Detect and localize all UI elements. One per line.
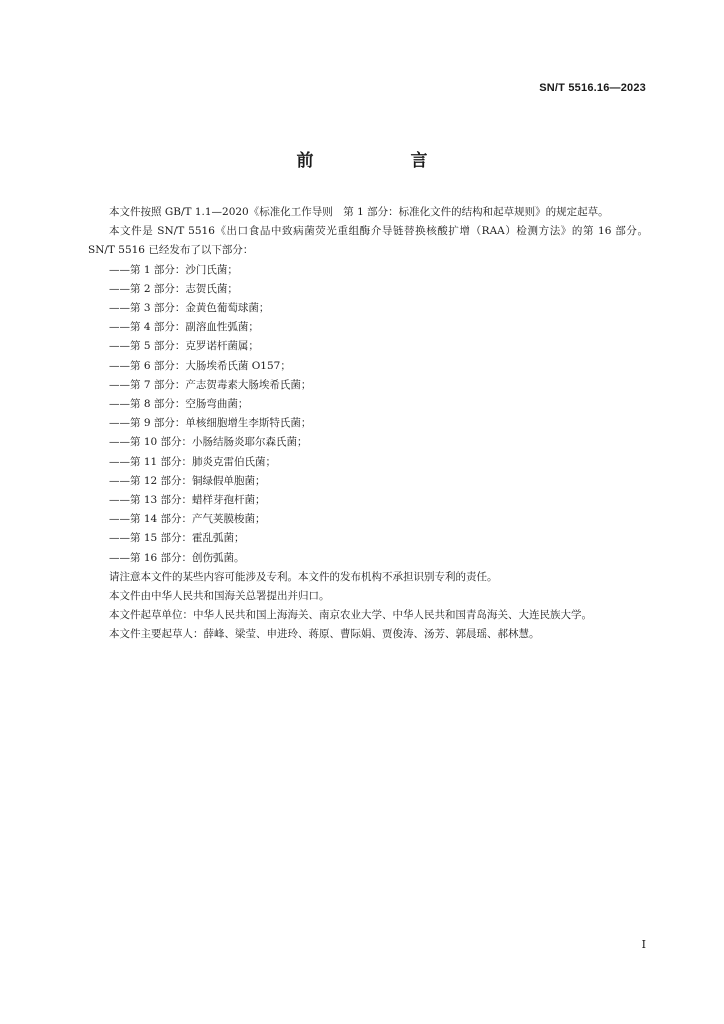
document-body	[88, 203, 648, 645]
paragraph-patent-notice: 请注意本文件的某些内容可能涉及专利。本文件的发布机构不承担识别专利的责任。	[109, 570, 498, 583]
paragraph-drafting-units: 本文件起草单位：中华人民共和国上海海关、南京农业大学、中华人民共和国青岛海关、大连民族大学。	[109, 609, 592, 622]
list-item: ——第 14 部分：产气荚膜梭菌；	[109, 513, 266, 526]
list-item: ——第 10 部分：小肠结肠炎耶尔森氏菌；	[109, 436, 308, 449]
page-number: I	[641, 938, 646, 951]
list-item: ——第 5 部分：克罗诺杆菌属；	[109, 340, 259, 353]
page-title: 前 言	[296, 151, 468, 171]
parts-list	[88, 261, 648, 568]
paragraph-drafting-rules: 本文件按照 GB/T 1.1—2020《标准化工作导则 第 1 部分：标准化文件的结构和起草规则》的规定起草。	[109, 206, 609, 218]
paragraph-drafters: 本文件主要起草人：薛峰、梁莹、申进玲、蒋原、曹际娟、贾俊涛、汤芳、郭晨瑶、郝林慧。	[109, 628, 540, 641]
list-item: ——第 8 部分：空肠弯曲菌；	[109, 398, 249, 411]
list-item: ——第 11 部分：肺炎克雷伯氏菌；	[109, 455, 277, 468]
list-item: ——第 7 部分：产志贺毒素大肠埃希氏菌；	[109, 378, 312, 391]
list-item: ——第 15 部分：霍乱弧菌；	[109, 532, 245, 545]
paragraph-proposer: 本文件由中华人民共和国海关总署提出并归口。	[109, 590, 330, 603]
list-item: ——第 6 部分：大肠埃希氏菌 O157；	[109, 359, 291, 372]
list-item: ——第 13 部分：蜡样芽孢杆菌；	[109, 494, 266, 507]
list-item: ——第 9 部分：单核细胞增生李斯特氏菌；	[109, 417, 312, 430]
list-item: ——第 16 部分：创伤弧菌。	[109, 551, 245, 564]
list-item: ——第 4 部分：副溶血性弧菌；	[109, 321, 259, 334]
list-item: ——第 2 部分：志贺氏菌；	[109, 282, 238, 295]
list-item: ——第 3 部分：金黄色葡萄球菌；	[109, 302, 270, 315]
standard-code: SN/T 5516.16—2023	[539, 82, 646, 94]
list-item: ——第 12 部分：铜绿假单胞菌；	[109, 474, 266, 487]
paragraph-series-intro: 本文件是 SN/T 5516《出口食品中致病菌荧光重组酶介导链替换核酸扩增（RAA）检测方法》的第 16 部分。SN/T 5516 已经发布了以下部分：	[88, 225, 648, 257]
list-item: ——第 1 部分：沙门氏菌；	[109, 263, 238, 276]
